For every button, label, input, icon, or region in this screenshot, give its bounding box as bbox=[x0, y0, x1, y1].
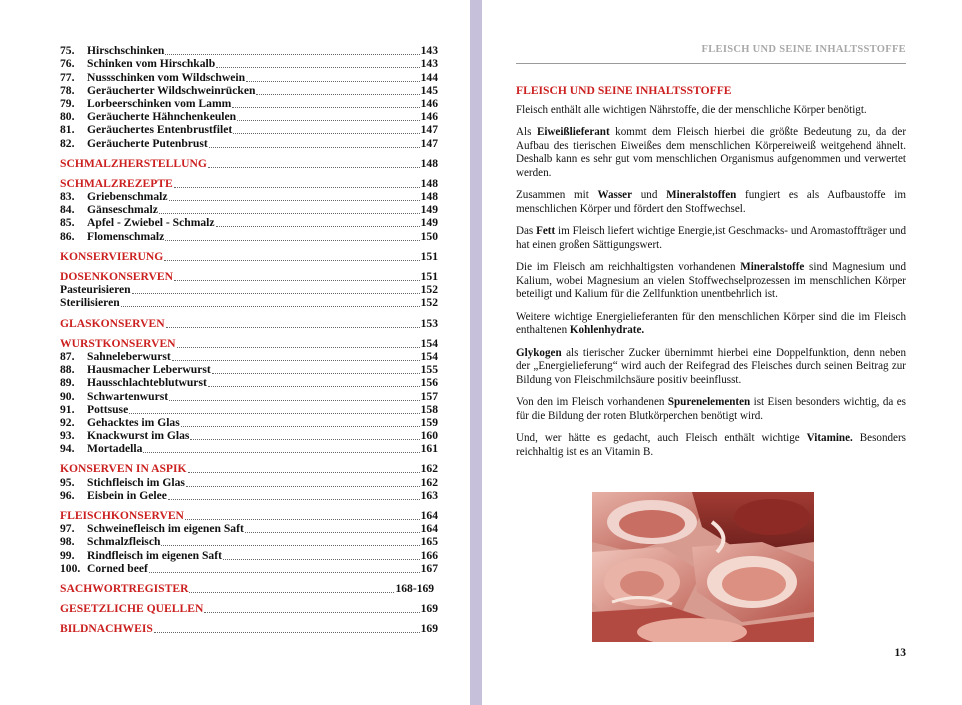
toc-entry-number: 88. bbox=[60, 363, 75, 377]
body-paragraph bbox=[516, 432, 906, 459]
toc-page-number: 145 bbox=[420, 83, 438, 97]
toc-entry bbox=[60, 296, 438, 309]
paragraph-text: Besonders reichhaltig ist es an Vitamin B. bbox=[516, 432, 906, 458]
toc-entry-number: 80. bbox=[60, 110, 75, 124]
paragraph-text: Von den im Fleisch vorhandenen bbox=[516, 396, 668, 408]
toc-leader-dots bbox=[129, 412, 419, 414]
toc-entry-title: Geräucherter Wildschweinrücken bbox=[87, 83, 256, 97]
toc-leader-dots bbox=[166, 326, 420, 328]
toc-page-number: 169 bbox=[420, 602, 438, 616]
paragraph-text: ist Eisen besonders wichtig, da es für die Bildung der roten Blutkörperchen benötigt wird. bbox=[516, 396, 906, 422]
toc-page-number: 147 bbox=[420, 136, 438, 150]
toc-entry bbox=[60, 97, 438, 110]
toc-entry bbox=[60, 44, 438, 57]
toc-section bbox=[60, 462, 438, 475]
body-paragraph bbox=[516, 261, 906, 302]
toc-section bbox=[60, 177, 438, 190]
toc-page-number: 143 bbox=[420, 57, 438, 71]
toc-entry-title: Sahneleberwurst bbox=[87, 349, 171, 363]
toc-page-number: 153 bbox=[420, 316, 438, 330]
toc-entry-title: Apfel - Zwiebel - Schmalz bbox=[87, 216, 215, 230]
toc-leader-dots bbox=[143, 451, 419, 453]
toc-entry bbox=[60, 216, 438, 229]
toc-leader-dots bbox=[204, 611, 419, 613]
toc-entry-title: DOSENKONSERVEN bbox=[60, 270, 173, 283]
toc-leader-dots bbox=[121, 305, 420, 307]
toc-page-number: 162 bbox=[420, 462, 438, 476]
toc-entry-title: Schinken vom Hirschkalb bbox=[87, 57, 216, 71]
toc-entry-title: Geräucherte Hähnchenkeulen bbox=[87, 110, 237, 124]
toc-page-number: 146 bbox=[420, 110, 438, 124]
toc-leader-dots bbox=[185, 518, 420, 520]
toc-entry-title: SACHWORTREGISTER bbox=[60, 581, 189, 595]
toc-leader-dots bbox=[208, 166, 420, 168]
toc-leader-dots bbox=[216, 66, 419, 68]
toc-entry bbox=[60, 442, 438, 455]
article-body bbox=[516, 84, 906, 468]
paragraph-text: Fleisch enthält alle wichtigen Nährstoffe, die der menschliche Körper benötigt. bbox=[516, 103, 867, 116]
toc-entry-title: FLEISCHKONSERVEN bbox=[60, 509, 184, 522]
toc-entry-number: 79. bbox=[60, 96, 75, 110]
left-page bbox=[0, 0, 470, 705]
toc-entry-title: Eisbein in Gelee bbox=[87, 488, 167, 502]
toc-entry bbox=[60, 283, 438, 296]
toc-leader-dots bbox=[245, 531, 420, 533]
toc-entry bbox=[60, 123, 438, 136]
toc-leader-dots bbox=[190, 438, 419, 440]
body-paragraph bbox=[516, 396, 906, 423]
paragraph-text: Das bbox=[516, 225, 537, 237]
toc-leader-dots bbox=[154, 631, 420, 633]
toc-leader-dots bbox=[237, 119, 420, 121]
toc-page-number: 167 bbox=[420, 561, 438, 575]
toc-page-number: 155 bbox=[420, 363, 438, 377]
toc-section bbox=[60, 250, 438, 263]
toc-section bbox=[60, 270, 438, 283]
toc-entry-title: Schweinefleisch im eigenen Saft bbox=[87, 522, 244, 536]
toc-entry-number: 86. bbox=[60, 229, 75, 243]
toc-page-number: 152 bbox=[420, 283, 438, 297]
toc-entry-title: Hirschschinken bbox=[87, 44, 165, 58]
toc-entry bbox=[60, 562, 438, 575]
toc-leader-dots bbox=[174, 186, 420, 188]
toc-leader-dots bbox=[149, 571, 420, 573]
toc-leader-dots bbox=[233, 132, 419, 134]
toc-entry-number: 91. bbox=[60, 402, 75, 416]
toc-page-number: 156 bbox=[420, 376, 438, 390]
toc-entry-title: Geräuchertes Entenbrustfilet bbox=[87, 123, 233, 137]
toc-page-number: 160 bbox=[420, 429, 438, 443]
toc-leader-dots bbox=[246, 80, 420, 82]
toc-entry-title: Knackwurst im Glas bbox=[87, 429, 190, 443]
emphasized-term: Glykogen bbox=[516, 346, 562, 359]
toc-page-number: 143 bbox=[420, 44, 438, 58]
toc-entry bbox=[60, 535, 438, 548]
toc-page-number: 148 bbox=[420, 156, 438, 170]
toc-entry-title: Hausmacher Leberwurst bbox=[87, 363, 211, 377]
toc-leader-dots bbox=[172, 359, 420, 361]
toc-page-number: 144 bbox=[420, 70, 438, 84]
emphasized-term: Fett bbox=[536, 225, 556, 237]
toc-leader-dots bbox=[161, 544, 419, 546]
toc-entry-number: 93. bbox=[60, 429, 75, 443]
emphasized-term: Kohlenhydrate. bbox=[569, 324, 645, 336]
toc-entry-number: 81. bbox=[60, 123, 75, 137]
toc-entry-title: Schmalzfleisch bbox=[87, 535, 161, 549]
toc-entry-title: Flomenschmalz bbox=[87, 229, 165, 243]
toc-entry-number: 85. bbox=[60, 216, 75, 230]
emphasized-term: Spurenelementen bbox=[667, 396, 751, 408]
toc-leader-dots bbox=[186, 485, 420, 487]
toc-entry-title: SCHMALZREZEPTE bbox=[60, 176, 173, 190]
toc-entry bbox=[60, 203, 438, 216]
toc-page-number: 161 bbox=[420, 442, 438, 456]
body-paragraph bbox=[516, 311, 906, 338]
toc-entry-title: BILDNACHWEIS bbox=[60, 622, 153, 636]
toc-entry bbox=[60, 489, 438, 502]
toc-entry-number: 78. bbox=[60, 83, 75, 97]
toc-entry-title: Rindfleisch im eigenen Saft bbox=[87, 548, 222, 562]
page-number: 13 bbox=[894, 647, 906, 659]
paragraph-text: fungiert es als Aufbaustoffe im menschlichen Körper und fördert den Stoffwechsel. bbox=[516, 189, 906, 215]
toc-entry bbox=[60, 376, 438, 389]
toc-entry-number: 75. bbox=[60, 44, 75, 58]
toc-page-number: 164 bbox=[420, 509, 438, 522]
page-gutter bbox=[470, 0, 482, 705]
toc-entry-title: Schwartenwurst bbox=[87, 389, 169, 403]
toc-leader-dots bbox=[132, 292, 420, 294]
body-paragraph bbox=[516, 104, 906, 118]
toc-entry-title: Lorbeerschinken vom Lamm bbox=[87, 96, 232, 110]
toc-page-number: 154 bbox=[420, 336, 438, 350]
toc-entry bbox=[60, 84, 438, 97]
toc-entry-title: Sterilisieren bbox=[60, 296, 120, 310]
toc-page-number: 169 bbox=[420, 622, 438, 636]
emphasized-term: Wasser bbox=[597, 189, 633, 201]
emphasized-term: Eiweißlieferant bbox=[536, 126, 610, 138]
toc-page-number: 148 bbox=[420, 190, 438, 204]
paragraph-text: und bbox=[632, 189, 667, 201]
toc-entry-title: Pottsuse bbox=[87, 402, 129, 416]
toc-leader-dots bbox=[216, 225, 420, 227]
toc-entry bbox=[60, 363, 438, 376]
toc-entry-title: Hausschlachteblutwurst bbox=[87, 376, 207, 390]
toc-entry-number: 90. bbox=[60, 389, 75, 403]
header-rule bbox=[516, 63, 906, 64]
toc-page-number: 165 bbox=[420, 535, 438, 549]
toc-page-number: 147 bbox=[420, 123, 438, 137]
toc-leader-dots bbox=[181, 425, 420, 427]
article-heading: FLEISCH UND SEINE INHALTSSTOFFE bbox=[516, 84, 732, 97]
toc-entry-title: Pasteurisieren bbox=[60, 283, 131, 297]
toc-entry-title: WURSTKONSERVEN bbox=[60, 336, 176, 350]
toc-page-number: 149 bbox=[420, 216, 438, 230]
article-paragraphs bbox=[516, 104, 906, 460]
paragraph-text: Zusammen mit bbox=[516, 189, 598, 201]
toc-entry bbox=[60, 389, 438, 402]
paragraph-text: im Fleisch liefert wichtige Energie,ist Geschmacks- und Aromastoffträger und hat einen großen Sättigungswert. bbox=[516, 225, 907, 251]
toc-entry bbox=[60, 70, 438, 83]
toc-leader-dots bbox=[232, 106, 419, 108]
toc-leader-dots bbox=[177, 346, 420, 348]
toc-page-number: 154 bbox=[420, 349, 438, 363]
body-paragraph bbox=[516, 225, 906, 252]
toc-leader-dots bbox=[223, 558, 420, 560]
emphasized-term: Vitamine. bbox=[806, 432, 853, 444]
toc-entry-number: 82. bbox=[60, 136, 75, 150]
toc-entry-number: 96. bbox=[60, 488, 75, 502]
meat-photo bbox=[592, 492, 814, 642]
toc-leader-dots bbox=[212, 372, 420, 374]
toc-leader-dots bbox=[169, 399, 419, 401]
toc-leader-dots bbox=[169, 199, 420, 201]
toc-page-number: 164 bbox=[420, 522, 438, 536]
toc-entry-title: Corned beef bbox=[87, 561, 148, 575]
toc-entry bbox=[60, 403, 438, 416]
toc-entry-title: Stichfleisch im Glas bbox=[87, 475, 185, 489]
toc-entry-title: KONSERVIERUNG bbox=[60, 249, 164, 263]
toc-page-number: 151 bbox=[420, 249, 438, 263]
toc-entry bbox=[60, 110, 438, 123]
toc-entry-number: 99. bbox=[60, 548, 75, 562]
toc-entry bbox=[60, 190, 438, 203]
toc-leader-dots bbox=[165, 53, 419, 55]
toc-page-number: 166 bbox=[420, 548, 438, 562]
toc-entry-number: 98. bbox=[60, 535, 75, 549]
toc-entry-title: Nussschinken vom Wildschwein bbox=[87, 70, 246, 84]
right-page bbox=[482, 0, 962, 705]
toc-entry-title: Gehacktes im Glas bbox=[87, 415, 180, 429]
toc-page-number: 152 bbox=[420, 296, 438, 310]
paragraph-text: Weitere wichtige Energielieferanten für den menschlichen Körper sind die im Fleisch enthaltenen bbox=[516, 310, 906, 336]
toc-entry-number: 97. bbox=[60, 522, 75, 536]
toc-leader-dots bbox=[168, 498, 420, 500]
toc-entry-title: SCHMALZHERSTELLUNG bbox=[60, 156, 207, 170]
toc-entry-title: KONSERVEN IN ASPIK bbox=[60, 462, 187, 476]
toc-entry-number: 87. bbox=[60, 349, 75, 363]
toc-section bbox=[60, 622, 438, 635]
paragraph-text: Die im Fleisch am reichhaltigsten vorhandenen bbox=[516, 261, 741, 273]
body-paragraph bbox=[516, 126, 906, 180]
toc-section bbox=[60, 602, 438, 615]
toc-page-number: 149 bbox=[420, 203, 438, 217]
toc-page-number: 157 bbox=[420, 389, 438, 403]
toc-entry bbox=[60, 522, 438, 535]
toc-section bbox=[60, 582, 438, 595]
paragraph-text: Und, wer hätte es gedacht, auch Fleisch enthält wichtige bbox=[516, 432, 807, 444]
toc-leader-dots bbox=[188, 471, 420, 473]
table-of-contents bbox=[60, 44, 438, 635]
toc-entry-title: Gänseschmalz bbox=[87, 203, 158, 217]
toc-entry-title: Mortadella bbox=[87, 442, 143, 456]
toc-section bbox=[60, 337, 438, 350]
toc-page-number: 148 bbox=[420, 176, 438, 190]
toc-entry-title: Geräucherte Putenbrust bbox=[87, 136, 208, 150]
toc-leader-dots bbox=[208, 385, 420, 387]
toc-page-number: 158 bbox=[420, 402, 438, 416]
paragraph-text: Als bbox=[516, 126, 537, 138]
toc-entry bbox=[60, 57, 438, 70]
toc-entry-number: 83. bbox=[60, 190, 75, 204]
toc-page-number: 162 bbox=[420, 475, 438, 489]
emphasized-term: Mineralstoffen bbox=[666, 189, 737, 201]
toc-page-number: 146 bbox=[420, 96, 438, 110]
toc-leader-dots bbox=[159, 212, 420, 214]
body-paragraph bbox=[516, 347, 906, 388]
toc-entry-title: Griebenschmalz bbox=[87, 190, 168, 204]
toc-entry bbox=[60, 136, 438, 149]
toc-page-number: 150 bbox=[420, 229, 438, 243]
toc-entry-title: GLASKONSERVEN bbox=[60, 316, 165, 330]
toc-leader-dots bbox=[164, 259, 419, 261]
toc-entry-title: GESETZLICHE QUELLEN bbox=[60, 602, 204, 616]
toc-entry-number: 76. bbox=[60, 57, 75, 71]
toc-entry-number: 89. bbox=[60, 376, 75, 390]
toc-leader-dots bbox=[209, 146, 420, 148]
toc-entry bbox=[60, 429, 438, 442]
running-header: FLEISCH UND SEINE INHALTSSTOFFE bbox=[701, 44, 906, 55]
toc-entry-number: 100. bbox=[60, 561, 81, 575]
toc-entry bbox=[60, 350, 438, 363]
toc-entry bbox=[60, 416, 438, 429]
toc-page-number: 168-169 bbox=[395, 581, 435, 595]
toc-leader-dots bbox=[165, 239, 419, 241]
toc-entry bbox=[60, 229, 438, 242]
paragraph-text: kommt dem Fleisch hierbei die größte Bedeutung zu, da der Aufbau des tierischen Eiweißes dem menschlichen Körpereiweiß weitgehend ähnelt. Deshalb kann es sehr gut vom menschlichen Organismus aufgenommen und verwertet werden. bbox=[516, 126, 907, 179]
toc-page-number: 159 bbox=[420, 415, 438, 429]
toc-entry bbox=[60, 548, 438, 561]
emphasized-term: Mineralstoffe bbox=[740, 261, 805, 273]
toc-page-number: 163 bbox=[420, 488, 438, 502]
paragraph-text: sind Magnesium und Kalium, wobei Magnesium an vielen Stoffwechselprozessen im menschlichen Körper beteiligt und Kalium für die Zellfunktion unentbehrlich ist. bbox=[516, 261, 906, 300]
body-paragraph bbox=[516, 189, 906, 216]
toc-leader-dots bbox=[189, 591, 394, 593]
toc-leader-dots bbox=[256, 93, 419, 95]
toc-entry-number: 94. bbox=[60, 442, 75, 456]
toc-entry-number: 95. bbox=[60, 475, 75, 489]
paragraph-text: als tierischer Zucker übernimmt hierbei eine Doppelfunktion, denn neben der „Energielieferung“ wird auch der Reifegrad des Fleisches durch seinen Beitrag zur Bildung von Fleischmilchsäure positiv beeinflusst. bbox=[516, 346, 906, 386]
toc-entry-number: 92. bbox=[60, 415, 75, 429]
toc-section bbox=[60, 316, 438, 329]
toc-leader-dots bbox=[174, 279, 420, 281]
toc-section bbox=[60, 509, 438, 522]
toc-section bbox=[60, 157, 438, 170]
toc-page-number: 151 bbox=[420, 270, 438, 283]
toc-entry-number: 84. bbox=[60, 203, 75, 217]
toc-entry-number: 77. bbox=[60, 70, 75, 84]
toc-entry bbox=[60, 475, 438, 488]
